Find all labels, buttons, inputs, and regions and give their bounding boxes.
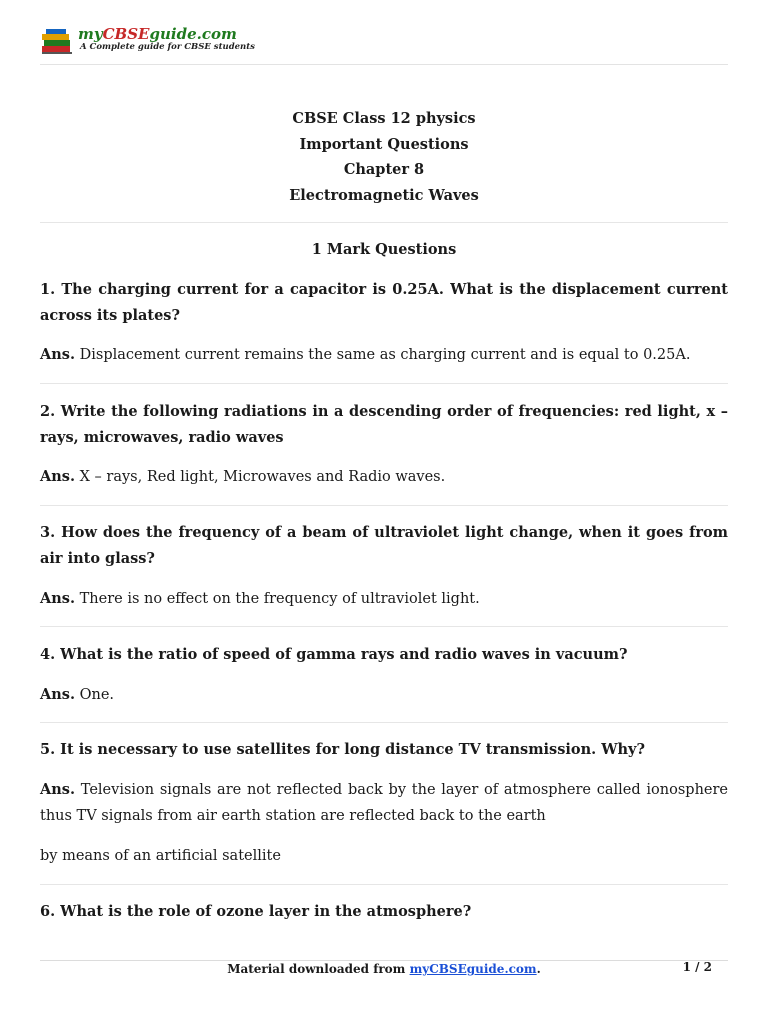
footer-divider (40, 960, 728, 961)
question-4: 4. What is the ratio of speed of gamma rays and radio waves in vacuum? (40, 646, 628, 663)
question-2: 2. Write the following radiations in a descending order of frequencies: red light, x – rays, microwaves, radio waves (40, 403, 728, 446)
title-line: CBSE Class 12 physics (292, 110, 476, 127)
divider (40, 884, 728, 885)
answer-3: Ans. There is no effect on the frequency of ultraviolet light. (40, 590, 480, 607)
title-line: Electromagnetic Waves (289, 186, 479, 204)
question-5: 5. It is necessary to use satellites for long distance TV transmission. Why? (40, 741, 645, 758)
question-3: 3. How does the frequency of a beam of ultraviolet light change, when it goes from air into glass? (40, 524, 728, 567)
divider (40, 722, 728, 723)
answer-label: Ans. (40, 590, 76, 607)
answer-label: Ans. (40, 781, 76, 798)
answer-label: Ans. (40, 686, 76, 703)
divider (40, 383, 728, 384)
brand-tagline: A Complete guide for CBSE students (80, 42, 255, 52)
footer-link[interactable]: myCBSEguide.com (409, 962, 537, 976)
divider (40, 626, 728, 627)
page-footer (40, 962, 728, 982)
document-title (40, 106, 728, 208)
question-6: 6. What is the role of ozone layer in the atmosphere? (40, 903, 472, 920)
page-header (40, 22, 728, 65)
answer-label: Ans. (40, 468, 76, 485)
footer-credit: Material downloaded from myCBSEguide.com. (227, 962, 541, 976)
section-title: 1 Mark Questions (311, 241, 457, 258)
divider (40, 222, 728, 223)
title-line: Important Questions (299, 135, 469, 153)
divider (40, 505, 728, 506)
question-1: 1. The charging current for a capacitor is 0.25A. What is the displacement current across its plates? (40, 281, 728, 324)
books-logo-icon (40, 26, 74, 56)
answer-5-continued: by means of an artificial satellite (40, 848, 281, 864)
answer-label: Ans. (40, 346, 76, 363)
answer-1: Ans. Displacement current remains the same as charging current and is equal to 0.25A. (40, 346, 691, 363)
answer-5: Ans. Television signals are not reflected back by the layer of atmosphere called ionosphere thus TV signals from air earth station are reflected back to the earth (40, 781, 729, 824)
answer-4: Ans. One. (40, 686, 115, 703)
site-logo[interactable] (40, 26, 255, 56)
answer-2: Ans. X – rays, Red light, Microwaves and Radio waves. (40, 468, 446, 485)
title-line: Chapter 8 (343, 161, 425, 178)
brand-name: myCBSEguide.com (78, 25, 237, 43)
page-number: 1 / 2 (682, 960, 712, 974)
